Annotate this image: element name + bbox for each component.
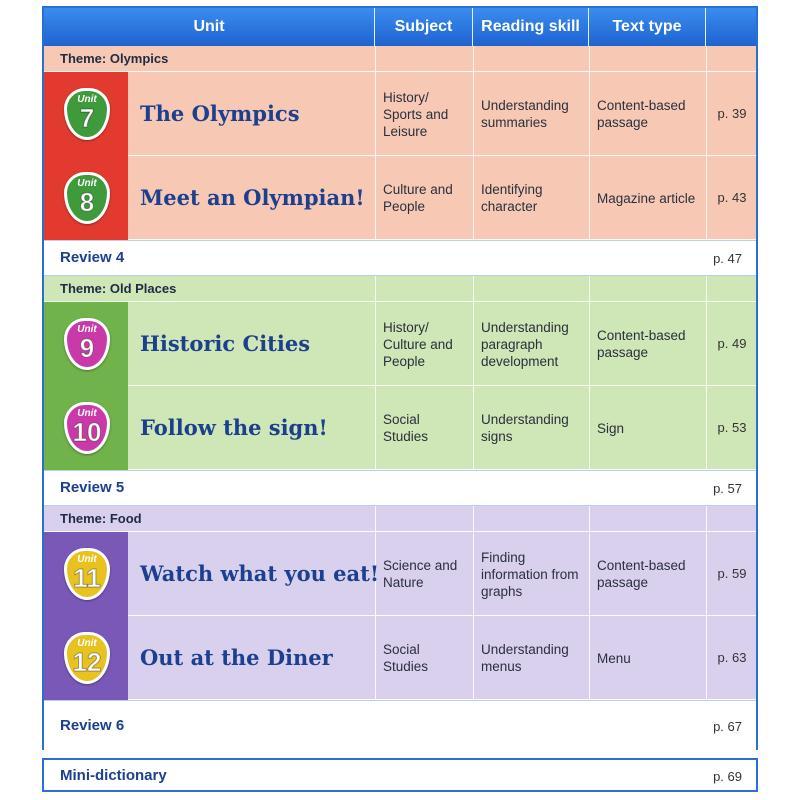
unit-row[interactable]	[44, 302, 756, 386]
theme-label: Theme: Old Places	[60, 281, 177, 296]
unit-reading-skill: Finding information from graphs	[481, 549, 579, 599]
section-food	[44, 506, 756, 700]
unit-row[interactable]	[44, 386, 756, 470]
unit-text-type: Magazine article	[597, 190, 696, 206]
review-page: p. 67	[713, 719, 742, 734]
unit-page: p. 63	[717, 650, 747, 665]
unit-page: p. 49	[717, 336, 747, 351]
unit-row[interactable]	[44, 616, 756, 700]
unit-reading-skill: Understanding paragraph development	[481, 319, 569, 369]
header-text-type: Text type	[589, 8, 706, 46]
unit-subject: History/ Sports and Leisure	[383, 89, 449, 139]
unit-title[interactable]: Historic Cities	[140, 331, 311, 356]
review-row[interactable]	[44, 700, 756, 750]
unit-subject: Social Studies	[383, 412, 429, 444]
unit-subject: Social Studies	[383, 642, 429, 674]
unit-page: p. 43	[717, 190, 747, 205]
review-label[interactable]: Review 5	[60, 479, 125, 496]
mini-dictionary-row[interactable]	[42, 758, 758, 792]
unit-reading-skill: Understanding signs	[481, 412, 569, 444]
review-row[interactable]	[44, 240, 756, 276]
review-page: p. 47	[713, 251, 742, 266]
unit-subject: Science and Nature	[383, 558, 458, 590]
theme-label: Theme: Olympics	[60, 51, 169, 66]
table-header	[44, 8, 756, 46]
unit-row[interactable]	[44, 156, 756, 240]
unit-row[interactable]	[44, 72, 756, 156]
header-page	[706, 8, 756, 46]
unit-badge: Unit 11	[64, 548, 110, 600]
section-old-places	[44, 276, 756, 470]
unit-title[interactable]: Meet an Olympian!	[140, 185, 365, 210]
unit-badge: Unit 9	[64, 318, 110, 370]
table-of-contents	[42, 6, 758, 750]
unit-page: p. 39	[717, 106, 747, 121]
theme-label: Theme: Food	[60, 511, 142, 526]
review-label[interactable]: Review 6	[60, 717, 125, 734]
unit-page: p. 53	[717, 420, 747, 435]
unit-reading-skill: Understanding menus	[481, 642, 569, 674]
mini-dictionary-label[interactable]: Mini-dictionary	[60, 767, 167, 784]
unit-title[interactable]: Out at the Diner	[140, 645, 333, 670]
unit-row[interactable]	[44, 532, 756, 616]
unit-subject: History/ Culture and People	[383, 319, 453, 369]
unit-reading-skill: Understanding summaries	[481, 98, 569, 130]
unit-badge: Unit 10	[64, 402, 110, 454]
unit-text-type: Content-based passage	[597, 328, 686, 360]
unit-text-type: Content-based passage	[597, 98, 686, 130]
unit-badge: Unit 7	[64, 88, 110, 140]
header-subject: Subject	[375, 8, 473, 46]
unit-text-type: Content-based passage	[597, 558, 686, 590]
unit-title[interactable]: The Olympics	[140, 101, 300, 126]
unit-subject: Culture and People	[383, 182, 453, 214]
header-reading-skill: Reading skill	[473, 8, 589, 46]
unit-reading-skill: Identifying character	[481, 182, 543, 214]
unit-title[interactable]: Watch what you eat!	[140, 561, 380, 586]
unit-badge: Unit 12	[64, 632, 110, 684]
unit-title[interactable]: Follow the sign!	[140, 415, 328, 440]
section-olympics	[44, 46, 756, 240]
review-row[interactable]	[44, 470, 756, 506]
review-label[interactable]: Review 4	[60, 249, 125, 266]
unit-page: p. 59	[717, 566, 747, 581]
unit-text-type: Sign	[597, 420, 625, 436]
header-unit: Unit	[44, 8, 375, 46]
mini-dictionary-page: p. 69	[713, 769, 742, 784]
review-page: p. 57	[713, 481, 742, 496]
unit-text-type: Menu	[597, 650, 631, 666]
unit-badge: Unit 8	[64, 172, 110, 224]
